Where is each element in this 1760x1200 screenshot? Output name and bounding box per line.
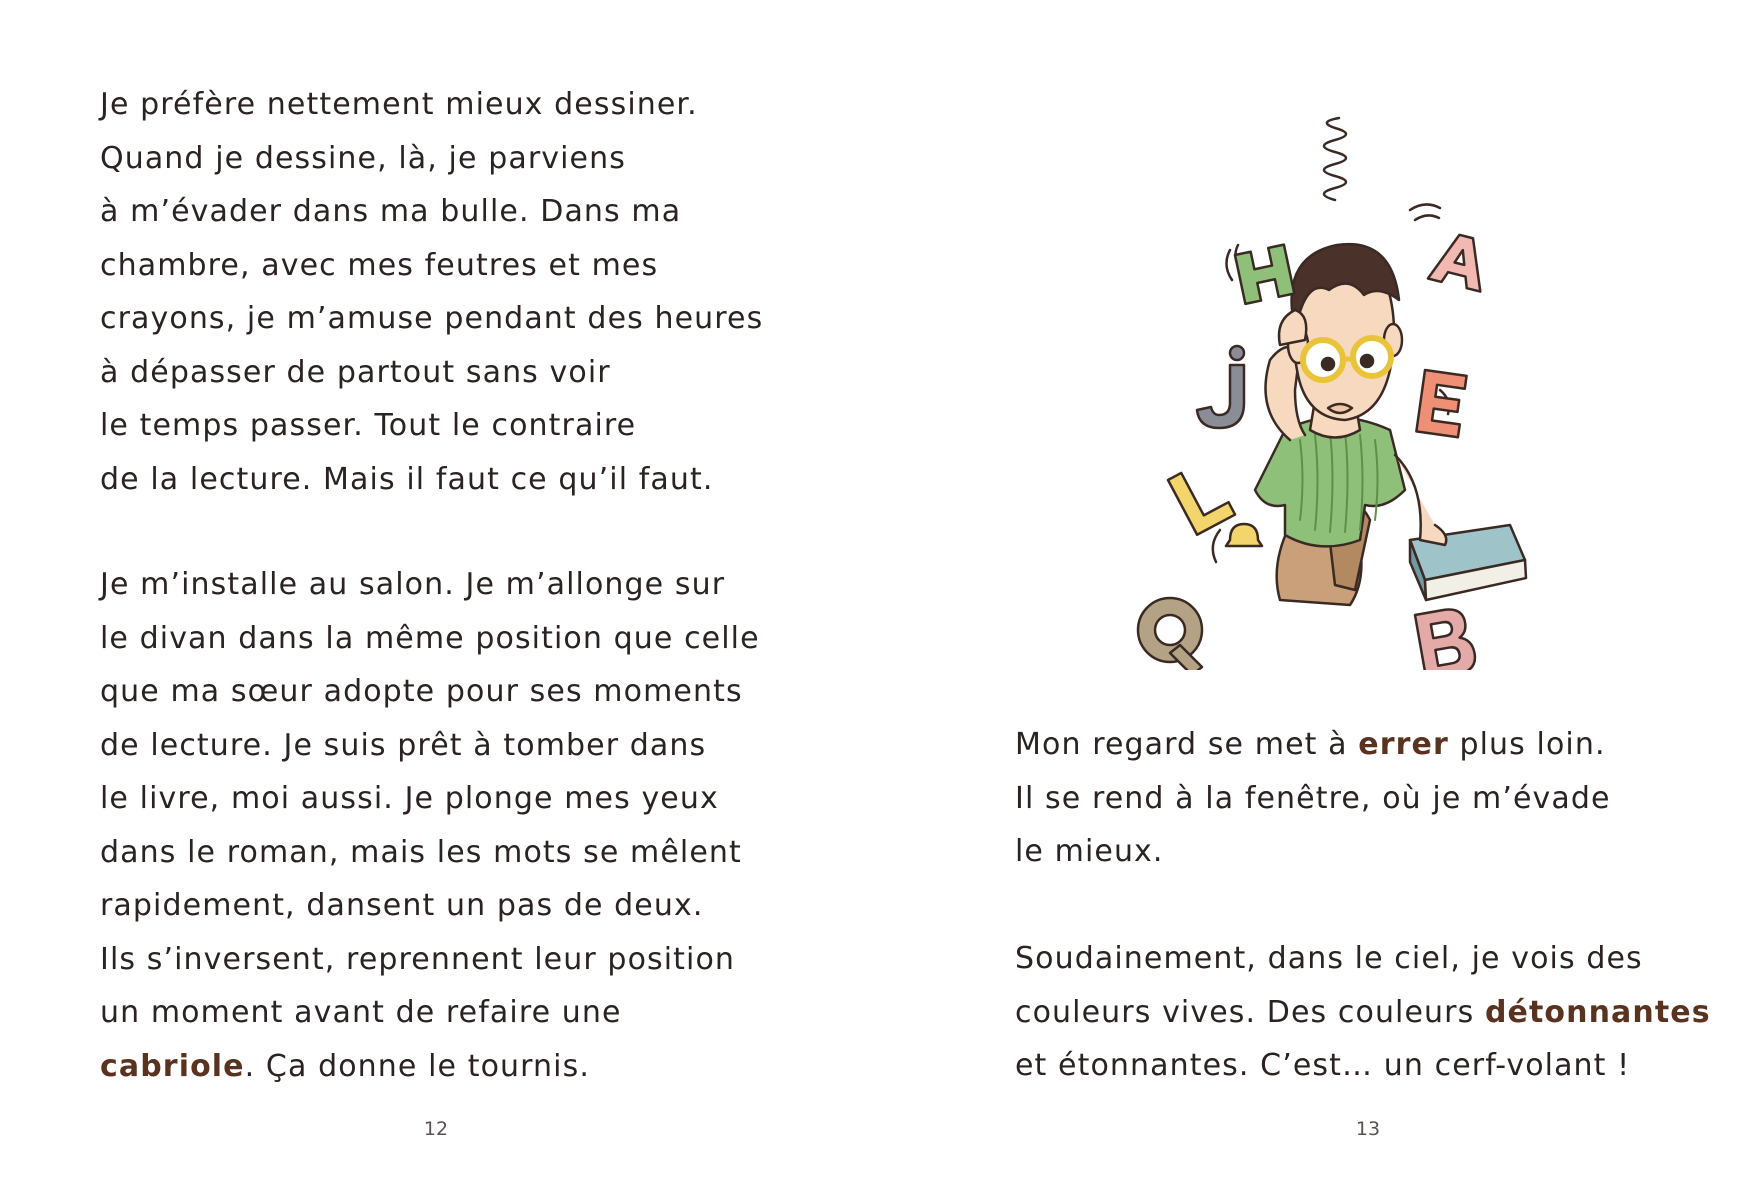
text-line: le divan dans la même position que celle xyxy=(100,620,760,656)
text-line: de la lecture. Mais il faut ce qu’il faut. xyxy=(100,461,714,497)
vocab-word-cabriole: cabriole xyxy=(100,1048,245,1084)
letter-b xyxy=(1415,606,1478,670)
text-line: dans le roman, mais les mots se mêlent xyxy=(100,834,742,870)
text-fragment: couleurs vives. Des couleurs xyxy=(1015,994,1485,1030)
text-fragment: . Ça donne le tournis. xyxy=(244,1048,590,1084)
boy-with-letters-illustration xyxy=(1110,70,1560,670)
text-line: à dépasser de partout sans voir xyxy=(100,354,611,390)
letter-q xyxy=(1138,598,1202,670)
letter-j xyxy=(1197,346,1244,428)
text-line: un moment avant de refaire une xyxy=(100,995,622,1030)
text-line: le livre, moi aussi. Je plonge mes yeux xyxy=(100,781,719,816)
text-line: Soudainement, dans le ciel, je vois des xyxy=(1015,941,1643,976)
text-line: crayons, je m’amuse pendant des heures xyxy=(100,301,764,336)
page-number-right: 13 xyxy=(1355,1118,1381,1140)
vocab-word-detonnantes: détonnantes xyxy=(1484,994,1711,1030)
letter-a xyxy=(1428,230,1492,292)
paragraph-3 xyxy=(1015,718,1611,879)
text-line: de lecture. Je suis prêt à tomber dans xyxy=(100,727,707,763)
text-line-last xyxy=(100,1040,760,1094)
text-line: chambre, avec mes feutres et mes xyxy=(100,247,659,283)
text-line xyxy=(1015,718,1611,772)
paragraph-4 xyxy=(1015,932,1711,1093)
text-line: le mieux. xyxy=(1015,834,1164,869)
text-line xyxy=(1015,986,1711,1040)
text-line: Je préfère nettement mieux dessiner. xyxy=(100,87,698,122)
text-line: que ma sœur adopte pour ses moments xyxy=(100,674,743,709)
text-line: à m’évader dans ma bulle. Dans ma xyxy=(100,194,682,229)
right-page xyxy=(880,0,1760,1200)
letter-l xyxy=(1168,460,1235,535)
spring-icon xyxy=(1324,118,1346,200)
text-line: Ils s’inversent, reprennent leur position xyxy=(100,941,736,977)
text-fragment: plus loin. xyxy=(1448,727,1606,762)
letter-h xyxy=(1235,245,1294,304)
text-line: Quand je dessine, là, je parviens xyxy=(100,140,626,176)
vocab-word-errer: errer xyxy=(1358,727,1449,762)
text-line: Il se rend à la fenêtre, où je m’évade xyxy=(1015,780,1611,816)
paragraph-1 xyxy=(100,78,763,506)
text-fragment: Mon regard se met à xyxy=(1015,727,1359,762)
text-line: rapidement, dansent un pas de deux. xyxy=(100,888,704,923)
text-line: le temps passer. Tout le contraire xyxy=(100,408,637,443)
paragraph-2 xyxy=(100,558,760,1093)
page-number-left: 12 xyxy=(423,1118,449,1140)
text-line: Je m’installe au salon. Je m’allonge sur xyxy=(100,567,726,602)
letter-e xyxy=(1416,370,1466,437)
text-line: et étonnantes. C’est… un cerf-volant ! xyxy=(1015,1048,1631,1083)
